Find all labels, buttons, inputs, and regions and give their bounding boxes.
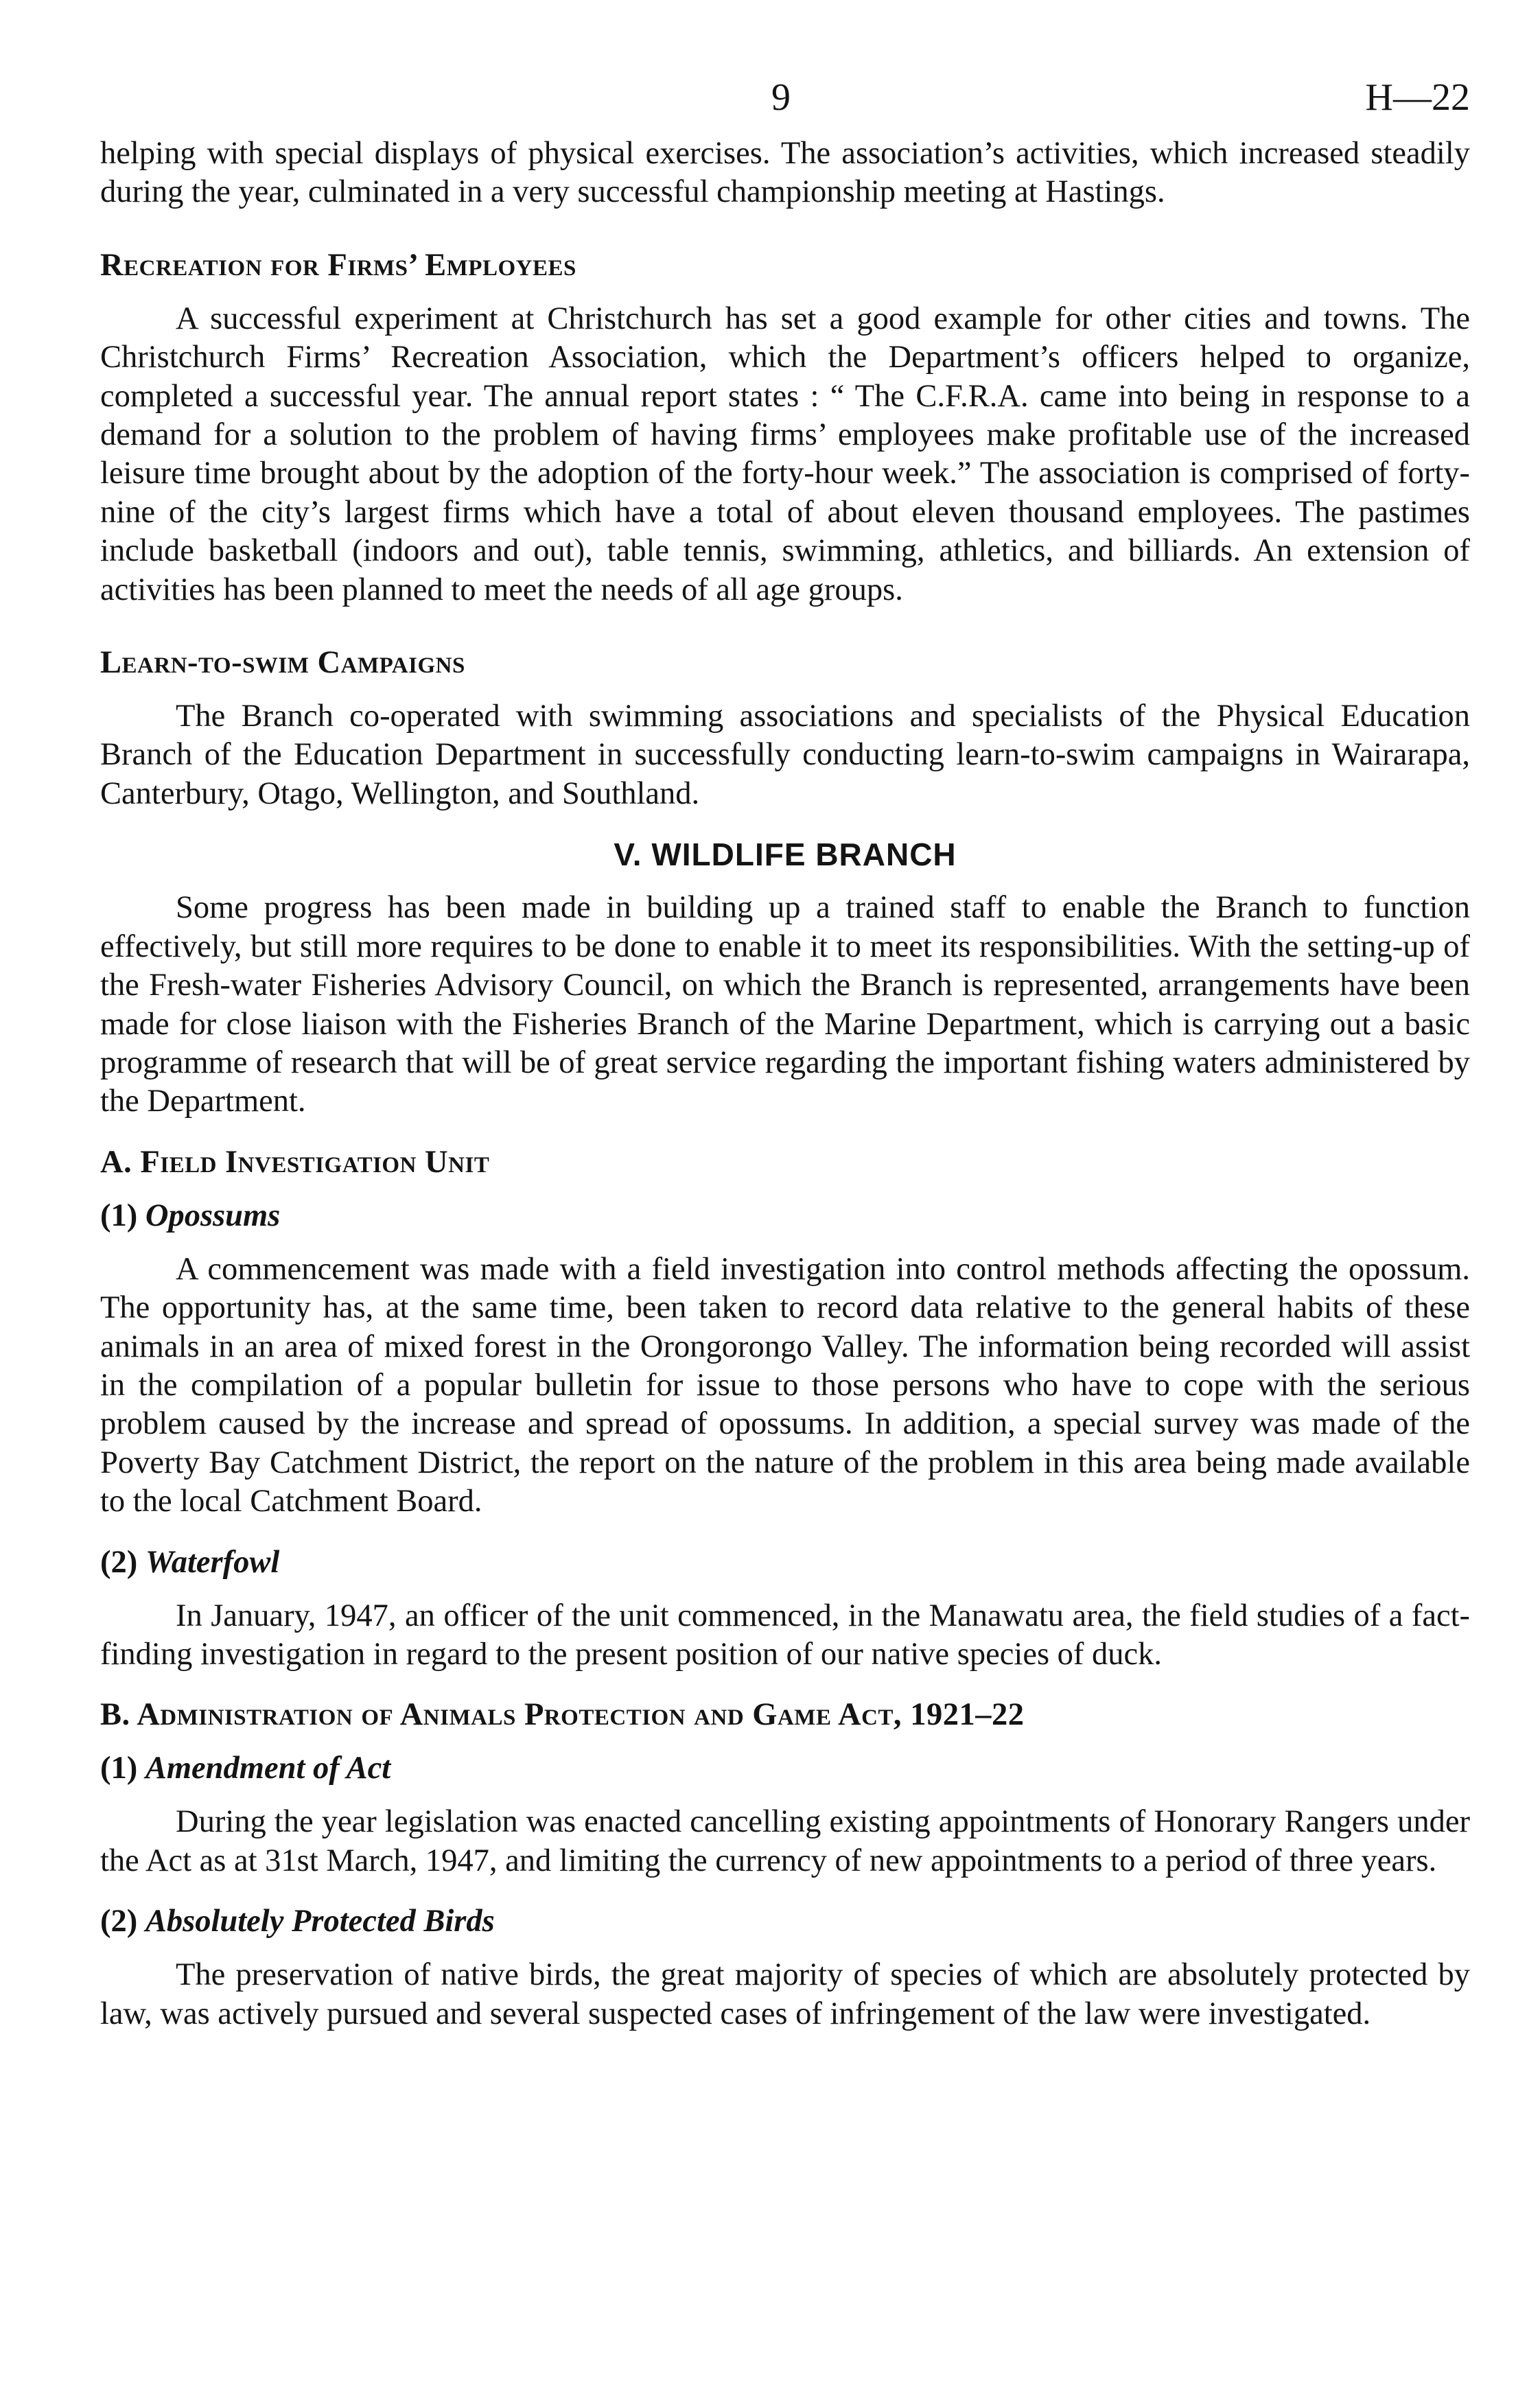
amendment-heading xyxy=(100,1749,1470,1788)
document-page xyxy=(100,66,1470,2033)
intro-paragraph: helping with special displays of physical exercises. The association’s activities, which increased steadily during the year, culminated in a very successful championship meeting at Hastings. xyxy=(100,136,1470,210)
amendment-number: (1) xyxy=(100,1751,138,1786)
wildlife-branch-heading: V. WILDLIFE BRANCH xyxy=(614,837,957,873)
running-header xyxy=(100,66,1470,135)
opossums-title: Opossums xyxy=(145,1198,281,1233)
learn-to-swim-heading: Learn-to-swim Campaigns xyxy=(100,645,465,681)
administration-heading-prefix: B. Administration of Animals Protection and Game Act, xyxy=(100,1697,902,1733)
amendment-paragraph: During the year legislation was enacted cancelling existing appointments of Honorary Rangers under the Act as at 31st March, 1947, and limiting the currency of new appointments to a period of three years. xyxy=(100,1804,1470,1878)
protected-birds-heading xyxy=(100,1902,1470,1941)
waterfowl-title: Waterfowl xyxy=(145,1544,280,1580)
recreation-heading: Recreation for Firms’ Employees xyxy=(100,247,576,283)
administration-heading xyxy=(100,1696,1470,1734)
protected-birds-title: Absolutely Protected Birds xyxy=(145,1904,495,1939)
protected-birds-paragraph: The preservation of native birds, the great majority of species of which are absolutely protected by law, was actively pursued and several suspected cases of infringement of the law were investigated. xyxy=(100,1957,1470,2031)
protected-birds-number: (2) xyxy=(100,1904,138,1939)
administration-heading-years: 1921–22 xyxy=(910,1697,1025,1733)
learn-to-swim-paragraph: The Branch co-operated with swimming associations and specialists of the Physical Education Branch of the Education Department in successfully conducting learn-to-swim campaigns in Wairarapa, Canterbury, Otago, Wellington, and Southland. xyxy=(100,699,1470,811)
field-investigation-heading: A. Field Investigation Unit xyxy=(100,1144,490,1180)
document-code: H—22 xyxy=(1365,76,1470,119)
wildlife-branch-paragraph: Some progress has been made in building up a trained staff to enable the Branch to function effectively, but still more requires to be done to enable it to meet its responsibilities. With the setting-up of the Fresh-water Fisheries Advisory Council, on which the Branch is represented, arrangements have been made for close liaison with the Fisheries Branch of the Marine Department, which is carrying out a basic programme of research that will be of great service regarding the important fishing waters administered by the Department. xyxy=(100,890,1470,1119)
opossums-paragraph: A commencement was made with a field investigation into control methods affecting the opossum. The opportunity has, at the same time, been taken to record data relative to the general habits of these animals in an area of mixed forest in the Orongorongo Valley. The information being recorded will assist in the compilation of a popular bulletin for issue to those persons who have to cope with the serious problem caused by the increase and spread of opossums. In addition, a special survey was made of the Poverty Bay Catchment District, the report on the nature of the problem in this area being made available to the local Catchment Board. xyxy=(100,1251,1470,1519)
amendment-title: Amendment of Act xyxy=(145,1751,391,1786)
opossums-number: (1) xyxy=(100,1198,138,1233)
waterfowl-paragraph: In January, 1947, an officer of the unit commenced, in the Manawatu area, the field studies of a fact-finding investigation in regard to the present position of our native species of duck. xyxy=(100,1598,1470,1672)
recreation-paragraph: A successful experiment at Christchurch has set a good example for other cities and towns. The Christchurch Firms’ Recreation Association, which the Department’s officers helped to organize, completed a successful year. The annual report states : “ The C.F.R.A. came into being in response to a demand for a solution to the problem of having firms’ employees make profitable use of the increased leisure time brought about by the adoption of the forty-hour week.” The association is comprised of forty-nine of the city’s largest firms which have a total of about eleven thousand employees. The pastimes include basketball (indoors and out), table tennis, swimming, athletics, and billiards. An extension of activities has been planned to meet the needs of all age groups. xyxy=(100,301,1470,607)
waterfowl-number: (2) xyxy=(100,1544,138,1580)
opossums-heading xyxy=(100,1197,1470,1235)
page-number: 9 xyxy=(771,76,791,119)
waterfowl-heading xyxy=(100,1543,1470,1582)
